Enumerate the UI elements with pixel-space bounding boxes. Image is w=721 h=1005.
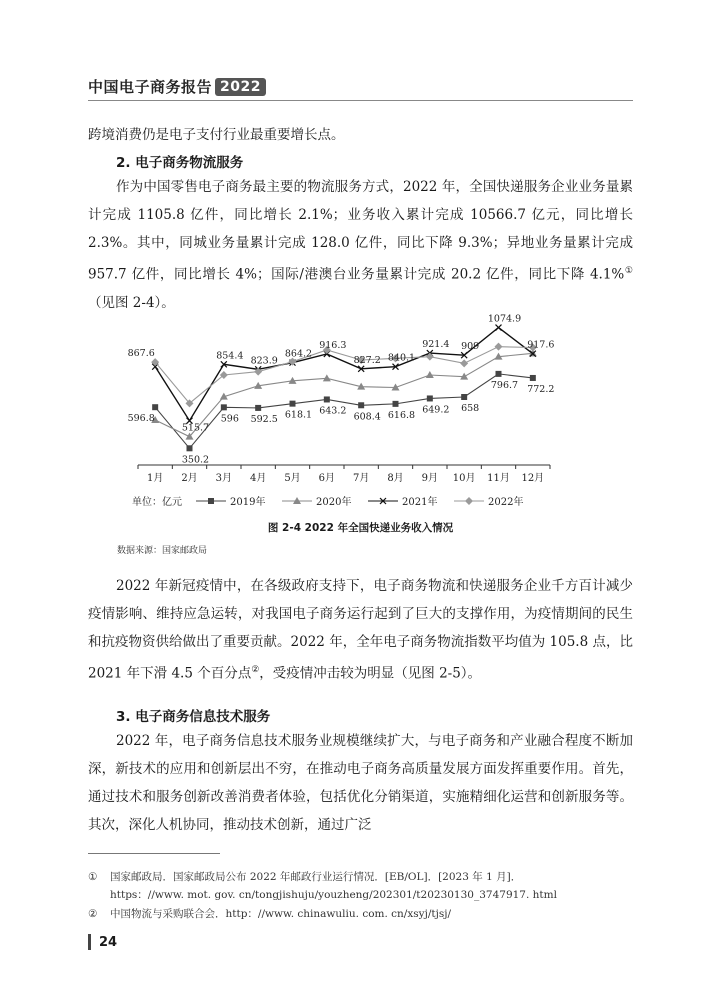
chart-legend: [132, 495, 523, 508]
point-2020年-9月: [426, 371, 434, 378]
data-label: 515.7: [181, 422, 210, 434]
legend-label: 2020年: [316, 497, 352, 508]
x-tick-label: 12月: [521, 473, 545, 484]
legend-label: 2022年: [488, 497, 524, 508]
legend-marker: [208, 498, 214, 504]
paragraph-0: 跨境消费仍是电子支付行业最重要增长点。: [88, 127, 345, 143]
paragraph-3: 2022 年，电子商务信息技术服务业规模继续扩大，与电子商务和产业融合程度不断加深，新技术的应用和创新层出不穷，在推动电子商务高质量发展方面发挥重要作用。首先，通过技术和服务创新改善消费者体验，包括优化分销渠道，实施精细化运营和创新服务等。其次，深化人机协同，推动技术创新，通过广泛: [88, 733, 633, 833]
express-revenue-chart: [110, 305, 580, 517]
data-label: 921.4: [422, 339, 450, 351]
point-2019年-8月: [393, 401, 399, 407]
chart-x-axis: [138, 465, 550, 484]
point-2019年-11月: [496, 371, 502, 377]
point-2019年-4月: [255, 405, 261, 411]
section-heading-2: 2. 电子商务物流服务: [116, 155, 244, 171]
report-header: [88, 76, 266, 97]
footnote-rule: [88, 853, 220, 854]
data-label: 916.3: [319, 339, 347, 351]
point-2019年-3月: [221, 404, 227, 410]
paragraph-1-text: 作为中国零售电子商务最主要的物流服务方式，2022 年，全国快递服务企业业务量累计完成 1105.8 亿件，同比增长 2.1%；业务收入累计完成 10566.7 亿元，同比增长 2.3%。其中，同城业务量累计完成 128.0 亿件，同比下降 9.3%；异地业务量累计完成 957.7 亿件，同比增长 4%；国际/港澳台业务量累计完成 20.2 亿件，同比下降 4.1%: [88, 179, 633, 283]
point-2019年-10月: [461, 394, 467, 400]
paragraph-2-text: 2022 年新冠疫情中，在各级政府支持下，电子商务物流和快递服务企业千方百计减少疫情影响、维持应急运转，对我国电子商务运行起到了巨大的支撑作用，为疫情期间的民生和抗疫物资供给做出了重要贡献。2022 年，全年电子商务物流指数平均值为 105.8 点，比 2021 年下滑 4.5 个百分点: [88, 578, 633, 682]
point-2022年-11月: [495, 343, 503, 351]
footnote-ref-2[interactable]: ②: [251, 665, 260, 675]
legend-label: 2019年: [230, 497, 266, 508]
footnote-1-url[interactable]: https：//www. mot. gov. cn/tongjishuju/youzheng/202301/t20230130_3747917. html: [110, 889, 557, 901]
unit-label: 单位：亿元: [132, 497, 182, 508]
paragraph-2: [88, 572, 633, 688]
point-2019年-6月: [324, 396, 330, 402]
section-heading-3: 3. 电子商务信息技术服务: [116, 709, 271, 725]
x-tick-label: 1月: [146, 473, 164, 484]
x-tick-label: 11月: [487, 473, 510, 484]
footnote-1-mark: ①: [88, 871, 98, 883]
data-label: 618.1: [284, 409, 313, 421]
point-2019年-1月: [152, 404, 158, 410]
paragraph-1-end: （见图 2-4）。: [88, 294, 175, 311]
footnote-2-mark: ②: [88, 908, 98, 920]
legend-marker: [465, 497, 473, 505]
data-label: 909: [461, 341, 480, 353]
header-rule: [88, 100, 633, 101]
x-tick-label: 3月: [215, 473, 233, 484]
page-number-bar: [88, 934, 91, 950]
series-line-2022年: [155, 347, 533, 404]
x-tick-label: 4月: [249, 473, 267, 484]
series-line-2020年: [155, 353, 533, 436]
data-label: 796.7: [490, 379, 519, 391]
data-label: 772.2: [527, 383, 555, 395]
point-2019年-7月: [358, 402, 364, 408]
legend-label: 2021年: [402, 497, 438, 508]
point-2019年-9月: [427, 395, 433, 401]
x-tick-label: 8月: [387, 473, 404, 484]
point-2021年-11月: [496, 325, 502, 331]
point-2022年-10月: [460, 359, 468, 367]
point-2019年-5月: [290, 401, 296, 407]
footnote-2: [88, 905, 648, 923]
footnote-ref-1[interactable]: ①: [624, 266, 633, 276]
data-label: 917.6: [527, 339, 555, 351]
x-tick-label: 9月: [421, 473, 439, 484]
data-label: 592.5: [250, 413, 278, 425]
paragraph-2-end: ，受疫情冲击较为明显（见图 2-5）。: [259, 665, 482, 682]
point-2020年-6月: [323, 374, 331, 381]
data-label: 854.4: [216, 350, 244, 362]
data-label: 596: [220, 413, 239, 425]
paragraph-1: [88, 173, 633, 317]
data-label: 1074.9: [487, 313, 522, 325]
data-label: 649.2: [422, 404, 450, 416]
data-label: 596.8: [127, 413, 155, 425]
page-number: [88, 934, 117, 950]
data-label: 616.8: [387, 409, 416, 421]
x-tick-label: 6月: [318, 473, 336, 484]
chart-data-labels: [128, 314, 555, 466]
report-year-badge: 2022: [215, 78, 266, 96]
figure-source: 数据来源：国家邮政局: [117, 546, 208, 556]
data-label: 867.6: [127, 348, 155, 360]
data-label: 658: [461, 403, 480, 414]
data-label: 864.2: [284, 348, 313, 360]
footnote-2-text: 中国物流与采购联合会．http：//www. chinawuliu. com. cn/xsyj/tjsj/: [110, 908, 452, 920]
data-label: 643.2: [319, 405, 347, 417]
report-title: 中国电子商务报告: [88, 78, 213, 96]
x-tick-label: 10月: [452, 473, 476, 484]
data-label: 840.1: [387, 352, 416, 364]
data-label: 827.2: [353, 354, 381, 366]
data-label: 823.9: [250, 355, 278, 367]
data-label: 608.4: [353, 411, 381, 423]
x-tick-label: 5月: [284, 473, 301, 484]
footnote-1-text: 国家邮政局．国家邮政局公布 2022 年邮政行业运行情况．[EB/OL]．[2023 年 1 月]．: [110, 871, 522, 883]
point-2019年-12月: [530, 375, 536, 381]
page-number-text: 24: [99, 934, 118, 950]
x-tick-label: 2月: [181, 473, 198, 484]
x-tick-label: 7月: [352, 473, 370, 484]
footnote-1: [88, 868, 648, 904]
figure-caption: 图 2-4 2022 年全国快递业务收入情况: [267, 522, 454, 534]
point-2019年-2月: [187, 445, 193, 451]
data-label: 350.2: [181, 454, 210, 466]
